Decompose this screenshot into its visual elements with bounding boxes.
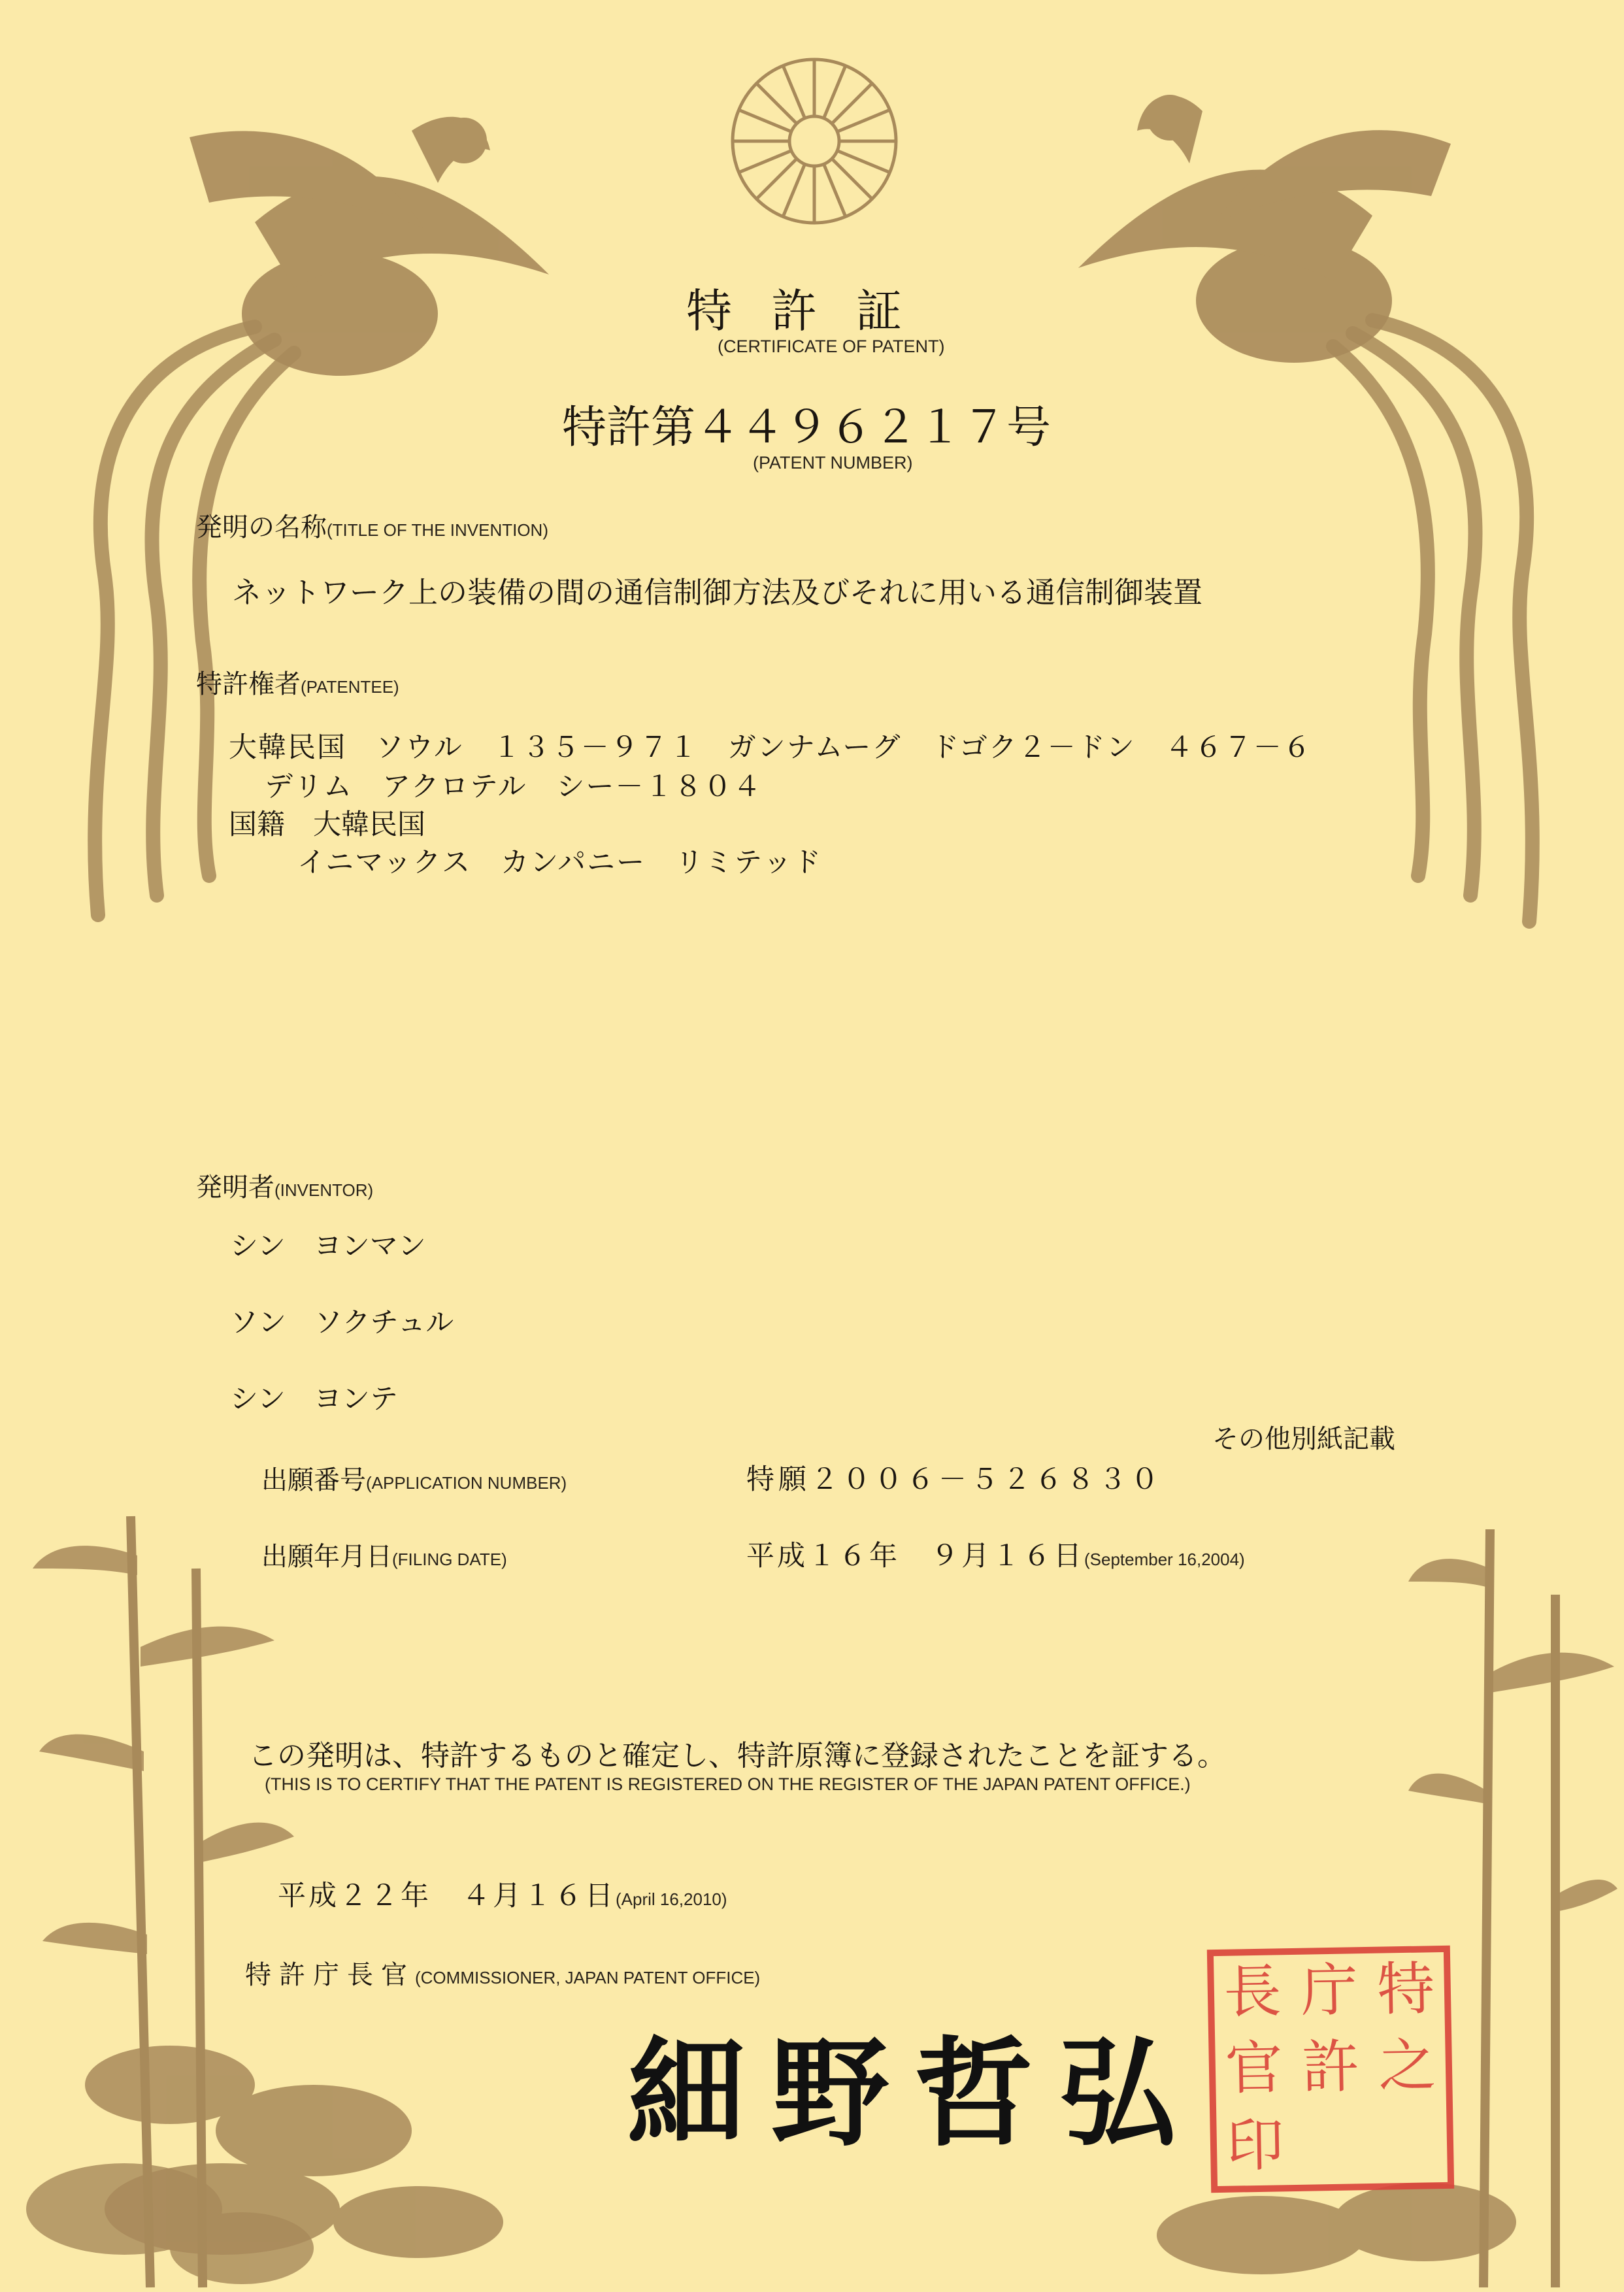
chrysanthemum-crest-icon [729,56,900,227]
invention-label [196,507,548,544]
inventor-note: その他別紙記載 [1212,1424,1395,1454]
seal-char [1293,2107,1370,2185]
official-seal [1207,1946,1454,2193]
seal-char: 官 [1224,2034,1284,2103]
issue-date-jp: 平成２２年 ４月１６日 [278,1880,616,1912]
patentee-nationality: 国籍 大韓民国 [229,808,425,841]
application-number-label-en: (APPLICATION NUMBER) [366,1473,567,1493]
certification-text: この発明は、特許するものと確定し、特許原簿に登録されたことを証する。 [248,1739,1226,1772]
filing-date-value-en: (September 16,2004) [1084,1550,1245,1569]
patentee-address-line2: デリム アクロテル シー－１８０４ [265,771,763,803]
inventor-label [196,1167,373,1204]
certificate-title-en: (CERTIFICATE OF PATENT) [718,337,945,356]
patent-number-en: (PATENT NUMBER) [753,453,913,473]
patentee-label-en: (PATENTEE) [301,677,399,697]
inventor-name: ソン ソクチュル [230,1306,454,1339]
patentee-name: イニマックス カンパニー リミテッド [297,846,823,879]
patentee-address-line1: 大韓民国 ソウル １３５－９７１ ガンナムーグ ドゴク２－ドン ４６７－６ [229,731,1312,764]
issue-date-en: (April 16,2010) [616,1889,727,1909]
seal-char: 長 [1223,1957,1282,2026]
commissioner-label-jp: 特許庁長官 [245,1960,415,1990]
seal-char: 許 [1301,2033,1360,2102]
commissioner-label-en: (COMMISSIONER, JAPAN PATENT OFFICE) [415,1968,761,1987]
application-number-value: 特願２００６－５２６８３０ [746,1463,1163,1496]
inventor-name: シン ヨンテ [230,1383,398,1416]
inventor-label-jp: 発明者 [196,1172,274,1203]
commissioner-signature: 細野哲弘 [627,2025,1203,2163]
seal-char: 庁 [1299,1956,1359,2025]
filing-date-value-jp: 平成１６年 ９月１６日 [746,1540,1084,1572]
commissioner-label [245,1954,760,1991]
patent-number: 特許第４４９６２１７号 [562,402,1052,454]
application-number-label [261,1459,567,1497]
invention-title: ネットワーク上の装備の間の通信制御方法及びそれに用いる通信制御装置 [232,575,1203,610]
filing-date-label [261,1536,507,1573]
seal-char: 特 [1376,1955,1436,2023]
patentee-label-jp: 特許権者 [196,669,301,699]
seal-char: 印 [1225,2110,1285,2180]
patentee-label [196,663,399,701]
invention-label-en: (TITLE OF THE INVENTION) [327,520,548,540]
application-number-label-jp: 出願番号 [261,1465,366,1495]
invention-label-jp: 発明の名称 [196,512,327,542]
certification-text-en: (THIS IS TO CERTIFY THAT THE PATENT IS REGISTERED ON THE REGISTER OF THE JAPAN PATENT OFFICE.) [265,1774,1191,1794]
right-phoenix-icon [1059,72,1575,948]
inventor-name: シン ヨンマン [230,1230,426,1263]
seal-char [1370,2106,1448,2184]
filing-date-label-en: (FILING DATE) [392,1550,507,1569]
certificate-title: 特許証 [686,284,941,338]
seal-char: 之 [1378,2031,1437,2101]
filing-date-value [746,1534,1245,1574]
filing-date-label-jp: 出願年月日 [261,1542,392,1572]
issue-date [278,1874,727,1914]
inventor-label-en: (INVENTOR) [274,1180,374,1200]
